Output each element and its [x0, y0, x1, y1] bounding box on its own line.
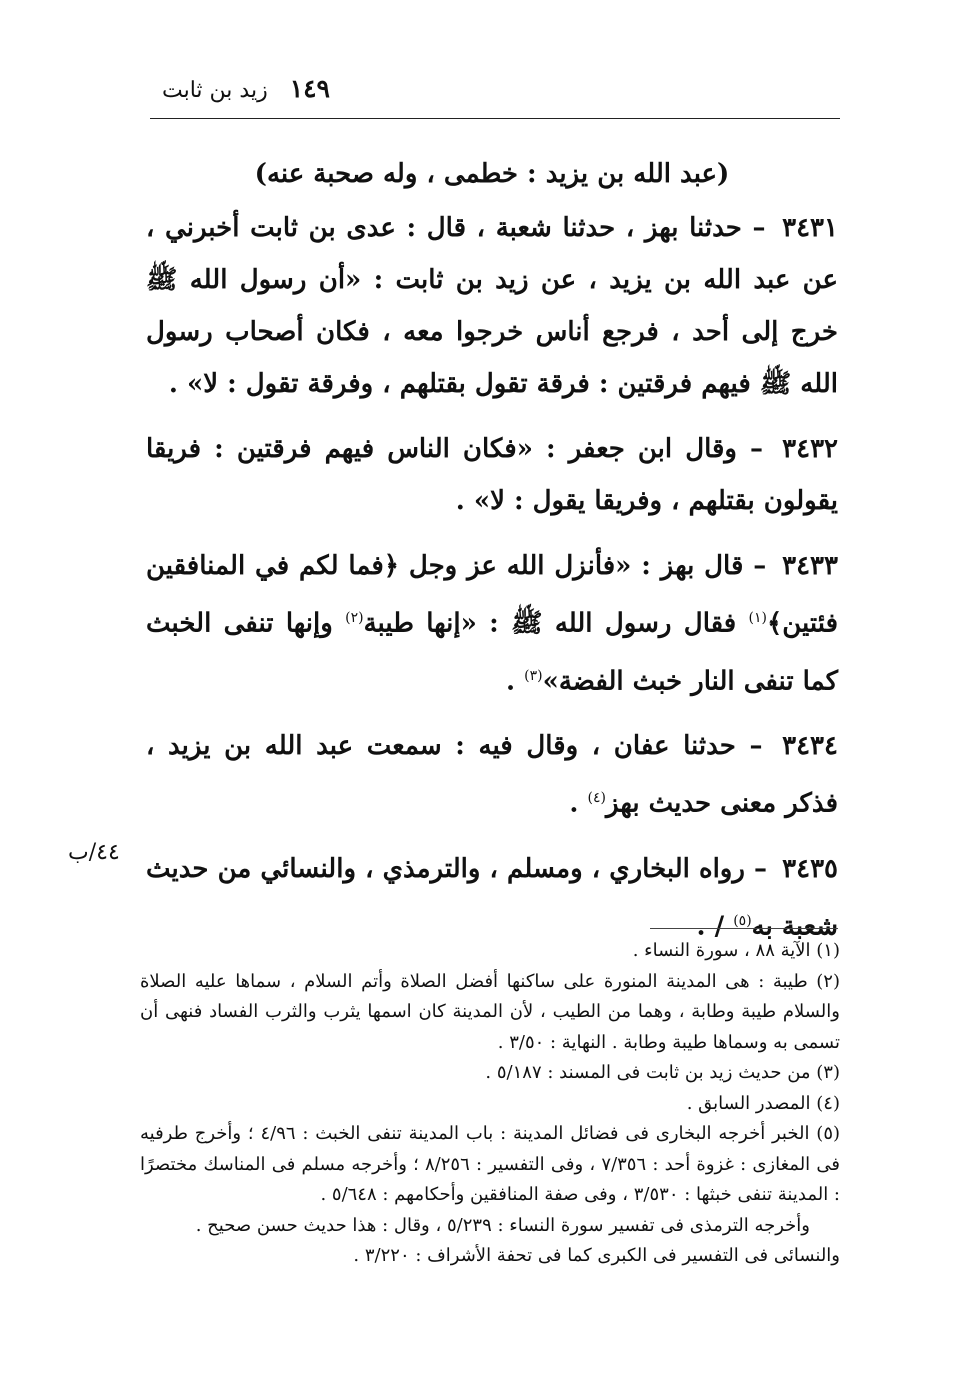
hadith-text: – وقال ابن جعفر : «فكان الناس فيهم فرقتين : فريقا يقولون بقتلهم ، وفريقا يقول : لا» . — [146, 434, 838, 516]
hadith-3433 — [146, 540, 838, 707]
footnote-2: (٢) طيبة : هى المدينة المنورة على ساكنها أفضل الصلاة وأتم السلام ، سماها عليه الصلاة والسلام طيبة وطابة ، وهما من الطيب ، لأن المدينة كان اسمها يثرب والثرب الفساد فنهى أن تسمى به وسماها طيبة وطابة . النهاية : ٣/٥٠ . — [140, 970, 840, 1053]
footnote-ref: (١) — [748, 610, 767, 626]
page-number: ١٤٩ — [289, 74, 330, 103]
footnote-3: (٣) من حديث زيد بن ثابت فى المسند : ٥/١٨٧ . — [485, 1062, 840, 1083]
footnote-5-continued: والنسائى فى التفسير فى الكبرى كما فى تحفة الأشراف : ٣/٢٢٠ . — [353, 1245, 840, 1266]
hadith-text: . — [569, 788, 588, 819]
footnote-5-continued: وأخرجه الترمذى فى تفسير سورة النساء : ٥/٢٣٩ ، وقال : هذا حديث حسن صحيح . — [195, 1214, 810, 1236]
footnote-ref: (٢) — [345, 610, 364, 626]
running-title: زيد بن ثابت — [162, 78, 268, 103]
hadith-number: ٣٤٣٥ — [782, 853, 838, 884]
footnote-5: (٥) الخبر أخرجه البخارى فى فضائل المدينة : باب المدينة تنفى الخبث : ٤/٩٦ ؛ وأخرج طرفيه فى المغازى : غزوة أحد : ٧/٣٥٦ ، وفى التفسير : ٨/٢٥٦ ؛ وأخرجه مسلم فى المناسك مختصرًا : المدينة تنفى خبثها : ٣/٥٣٠ ، وفى صفة المنافقين وأحكامهم : ٥/٦٤٨ . — [140, 1123, 841, 1205]
manuscript-folio-note: ٤٤/ب — [68, 840, 120, 865]
footnote-ref: (٤) — [587, 790, 606, 807]
hadith-text: – رواه البخاري ، ومسلم ، والترمذي ، والنسائي من حديث شعبة به — [146, 853, 838, 942]
footnote-1: (١) الآية ٨٨ ، سورة النساء . — [632, 940, 840, 961]
hadith-text: . — [506, 666, 525, 697]
hadith-number: ٣٤٣٤ — [782, 731, 838, 762]
hadith-text: – قال بهز : «فأنزل الله عز وجل ﴿فما لكم في المنافقين فئتين﴾ — [146, 551, 838, 639]
hadith-3434 — [146, 720, 838, 830]
hadith-3431 — [146, 202, 838, 410]
header-rule — [150, 118, 840, 119]
hadith-text: – حدثنا عفان ، وقال فيه : سمعت عبد الله بن يزيد ، فذكر معنى حديث بهز — [146, 731, 838, 819]
footnotes — [140, 936, 840, 1272]
hadith-number: ٣٤٣٣ — [782, 551, 838, 581]
footnote-4: (٤) المصدر السابق . — [686, 1092, 840, 1114]
chapter-heading: (عبد الله بن يزيد : خطمى ، وله صحبة عنه) — [254, 159, 730, 189]
hadith-text: وإنها تنفى الخبث كما تنفى النار خبث الفضة» — [146, 608, 838, 697]
hadith-number: ٣٤٣١ — [782, 213, 838, 243]
footnote-rule — [650, 928, 838, 929]
footnote-ref: (٥) — [733, 912, 752, 929]
hadith-3432 — [146, 423, 838, 527]
main-text — [146, 148, 838, 966]
hadith-text: – حدثنا بهز ، حدثنا شعبة ، قال : عدى بن ثابت أخبرني ، عن عبد الله بن يزيد ، عن زيد بن ثابت : «أن رسول الله ﷺ خرج إلى أحد ، فرجع أناس خرجوا معه ، فكان أصحاب رسول الله ﷺ فيهم فرقتين : فرقة تقول بقتلهم ، وفرقة تقول : لا» . — [146, 213, 838, 399]
running-head — [150, 74, 330, 103]
footnote-ref: (٣) — [524, 667, 543, 684]
hadith-text: / . — [696, 911, 734, 942]
hadith-text: فقال رسول الله ﷺ : «إنها طيبة — [363, 608, 749, 639]
hadith-number: ٣٤٣٢ — [782, 434, 838, 464]
